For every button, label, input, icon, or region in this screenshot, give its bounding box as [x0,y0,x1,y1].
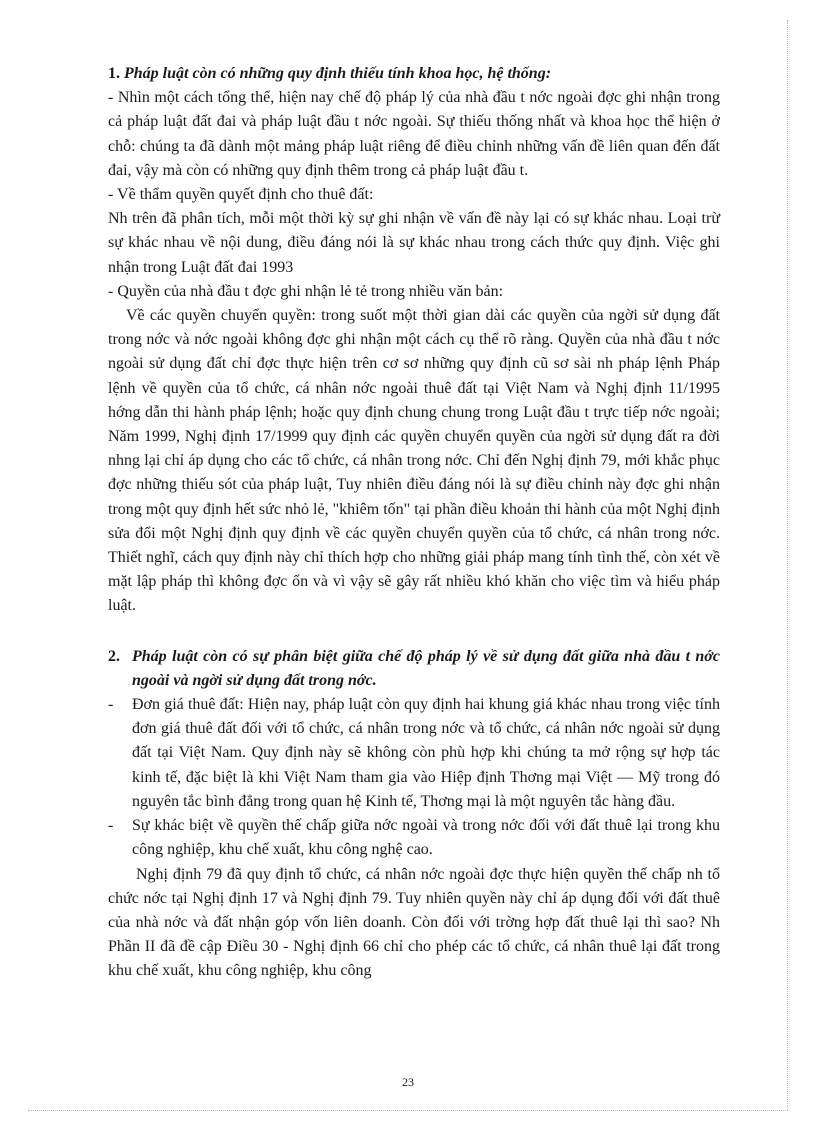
section-2-list-item-2-text: Sự khác biệt về quyền thế chấp giữa nớc ngoài và trong nớc đối với đất thuê lại trong khu công nghiệp, khu chế xuất, khu công nghệ cao. [132,817,720,859]
section-2-paragraph-end: Nghị định 79 đã quy định tổ chức, cá nhân nớc ngoài đợc thực hiện quyền thế chấp nh tổ chức nớc tại Nghị định 17 và Nghị định 79. Tuy nhiên quyền này chỉ áp dụng đối với đất thuê của nhà nớc và đất nhận góp vốn liên doanh. Còn đối với trờng hợp đất thuê lại thì sao? Nh Phần II đã đề cập Điều 30 - Nghị định 66 chỉ cho phép các tổ chức, cá nhân thuê lại đất trong khu chế xuất, khu công nghiệp, khu công [108,865,720,980]
section-2-list-item-1 [108,693,720,814]
section-2-list-item-2 [108,814,720,862]
section-2-heading [108,645,720,693]
section-1-paragraph-4: - Quyền của nhà đầu t đợc ghi nhận lẻ tẻ trong nhiều văn bản: [108,282,504,300]
section-1-number: 1. [108,65,120,82]
section-1-paragraph-1: - Nhìn một cách tổng thể, hiện nay chế độ pháp lý của nhà đầu t nớc ngoài đợc ghi nhận trong cả pháp luật đất đai và pháp luật đầu t nớc ngoài. Sự thiếu thống nhất và khoa học thể hiện ở chỗ: chúng ta đã dành một mảng pháp luật riêng để điều chỉnh những vấn đề liên quan đến đất đai, vậy mà còn có những quy định thêm trong cả pháp luật đầu t. [108,89,720,179]
section-1-title: Pháp luật còn có những quy định thiếu tính khoa học, hệ thống: [124,65,552,82]
page-number: 23 [402,1075,414,1089]
page-border-right [787,20,788,1110]
section-1-paragraph-5: Về các quyền chuyển quyền: trong suốt một thời gian dài các quyền của ngời sử dụng đất trong nớc và nớc ngoài không đợc ghi nhận một cách cụ thể rõ ràng. Quyền của nhà đầu t nớc ngoài sử dụng đất chỉ đợc thực hiện trên cơ sơ những quy định cũ sơ sài nh pháp lệnh Pháp lệnh về quyền của tổ chức, cá nhân nớc ngoài thuê đất tại Việt Nam và Nghị định 11/1995 hớng dẫn thi hành pháp lệnh; hoặc quy định chung chung trong Luật đầu t trực tiếp nớc ngoài; Năm 1999, Nghị định 17/1999 quy định các quyền chuyển quyền của ngời sử dụng đất ra đời nhng lại chỉ áp dụng cho các tổ chức, cá nhân trong nớc. Chỉ đến Nghị định 79, mới khắc phục đợc những thiếu sót của pháp luật, Tuy nhiên điều đáng nói là sự điều chỉnh này đợc ghi nhận trong một quy định hết sức nhỏ lẻ, "khiêm tốn" tại phần điều khoản thi hành của một Nghị định sửa đổi một Nghị định quy định về các quyền chuyển quyền của tổ chức, cá nhân trong nớc. Thiết nghĩ, cách quy định này chỉ thích hợp cho những giải pháp mang tính tình thế, còn xét về mặt lập pháp thì không đợc ổn và vì vậy sẽ gây rất nhiều khó khăn cho việc tìm và hiểu pháp luật. [108,307,720,615]
section-1-paragraph-3: Nh trên đã phân tích, mỗi một thời kỳ sự ghi nhận về vấn đề này lại có sự khác nhau. Loại trừ sự khác nhau về nội dung, điều đáng nói là sự khác nhau trong cách thức quy định. Việc ghi nhận trong Luật đất đai 1993 [108,210,720,276]
list-dash: - [108,696,114,714]
section-1-heading [108,62,720,86]
section-2-list-item-1-text: Đơn giá thuê đất: Hiện nay, pháp luật còn quy định hai khung giá khác nhau trong việc tính đơn giá thuê đất đối với tổ chức, cá nhân trong nớc và tổ chức, cá nhân nớc ngoài sử dụng đất tại Việt Nam. Quy định này sẽ không còn phù hợp khi chúng ta mở rộng sự hợp tác kinh tế, đặc biệt là khi Việt Nam tham gia vào Hiệp định Thơng mại Việt — Mỹ trong đó nguyên tắc bình đẳng trong quan hệ Kinh tế, Thơng mại là một nguyên tắc hàng đầu. [132,696,720,810]
list-dash: - [108,817,114,835]
section-1-paragraph-2: - Về thẩm quyền quyết định cho thuê đất: [108,186,374,204]
page-content [108,62,720,984]
section-2-title: Pháp luật còn có sự phân biệt giữa chế độ pháp lý về sử dụng đất giữa nhà đầu t nớc ngoài và ngời sử dụng đất trong nớc. [132,647,720,689]
section-2-number: 2. [108,647,120,665]
page-border-bottom [28,1110,788,1111]
